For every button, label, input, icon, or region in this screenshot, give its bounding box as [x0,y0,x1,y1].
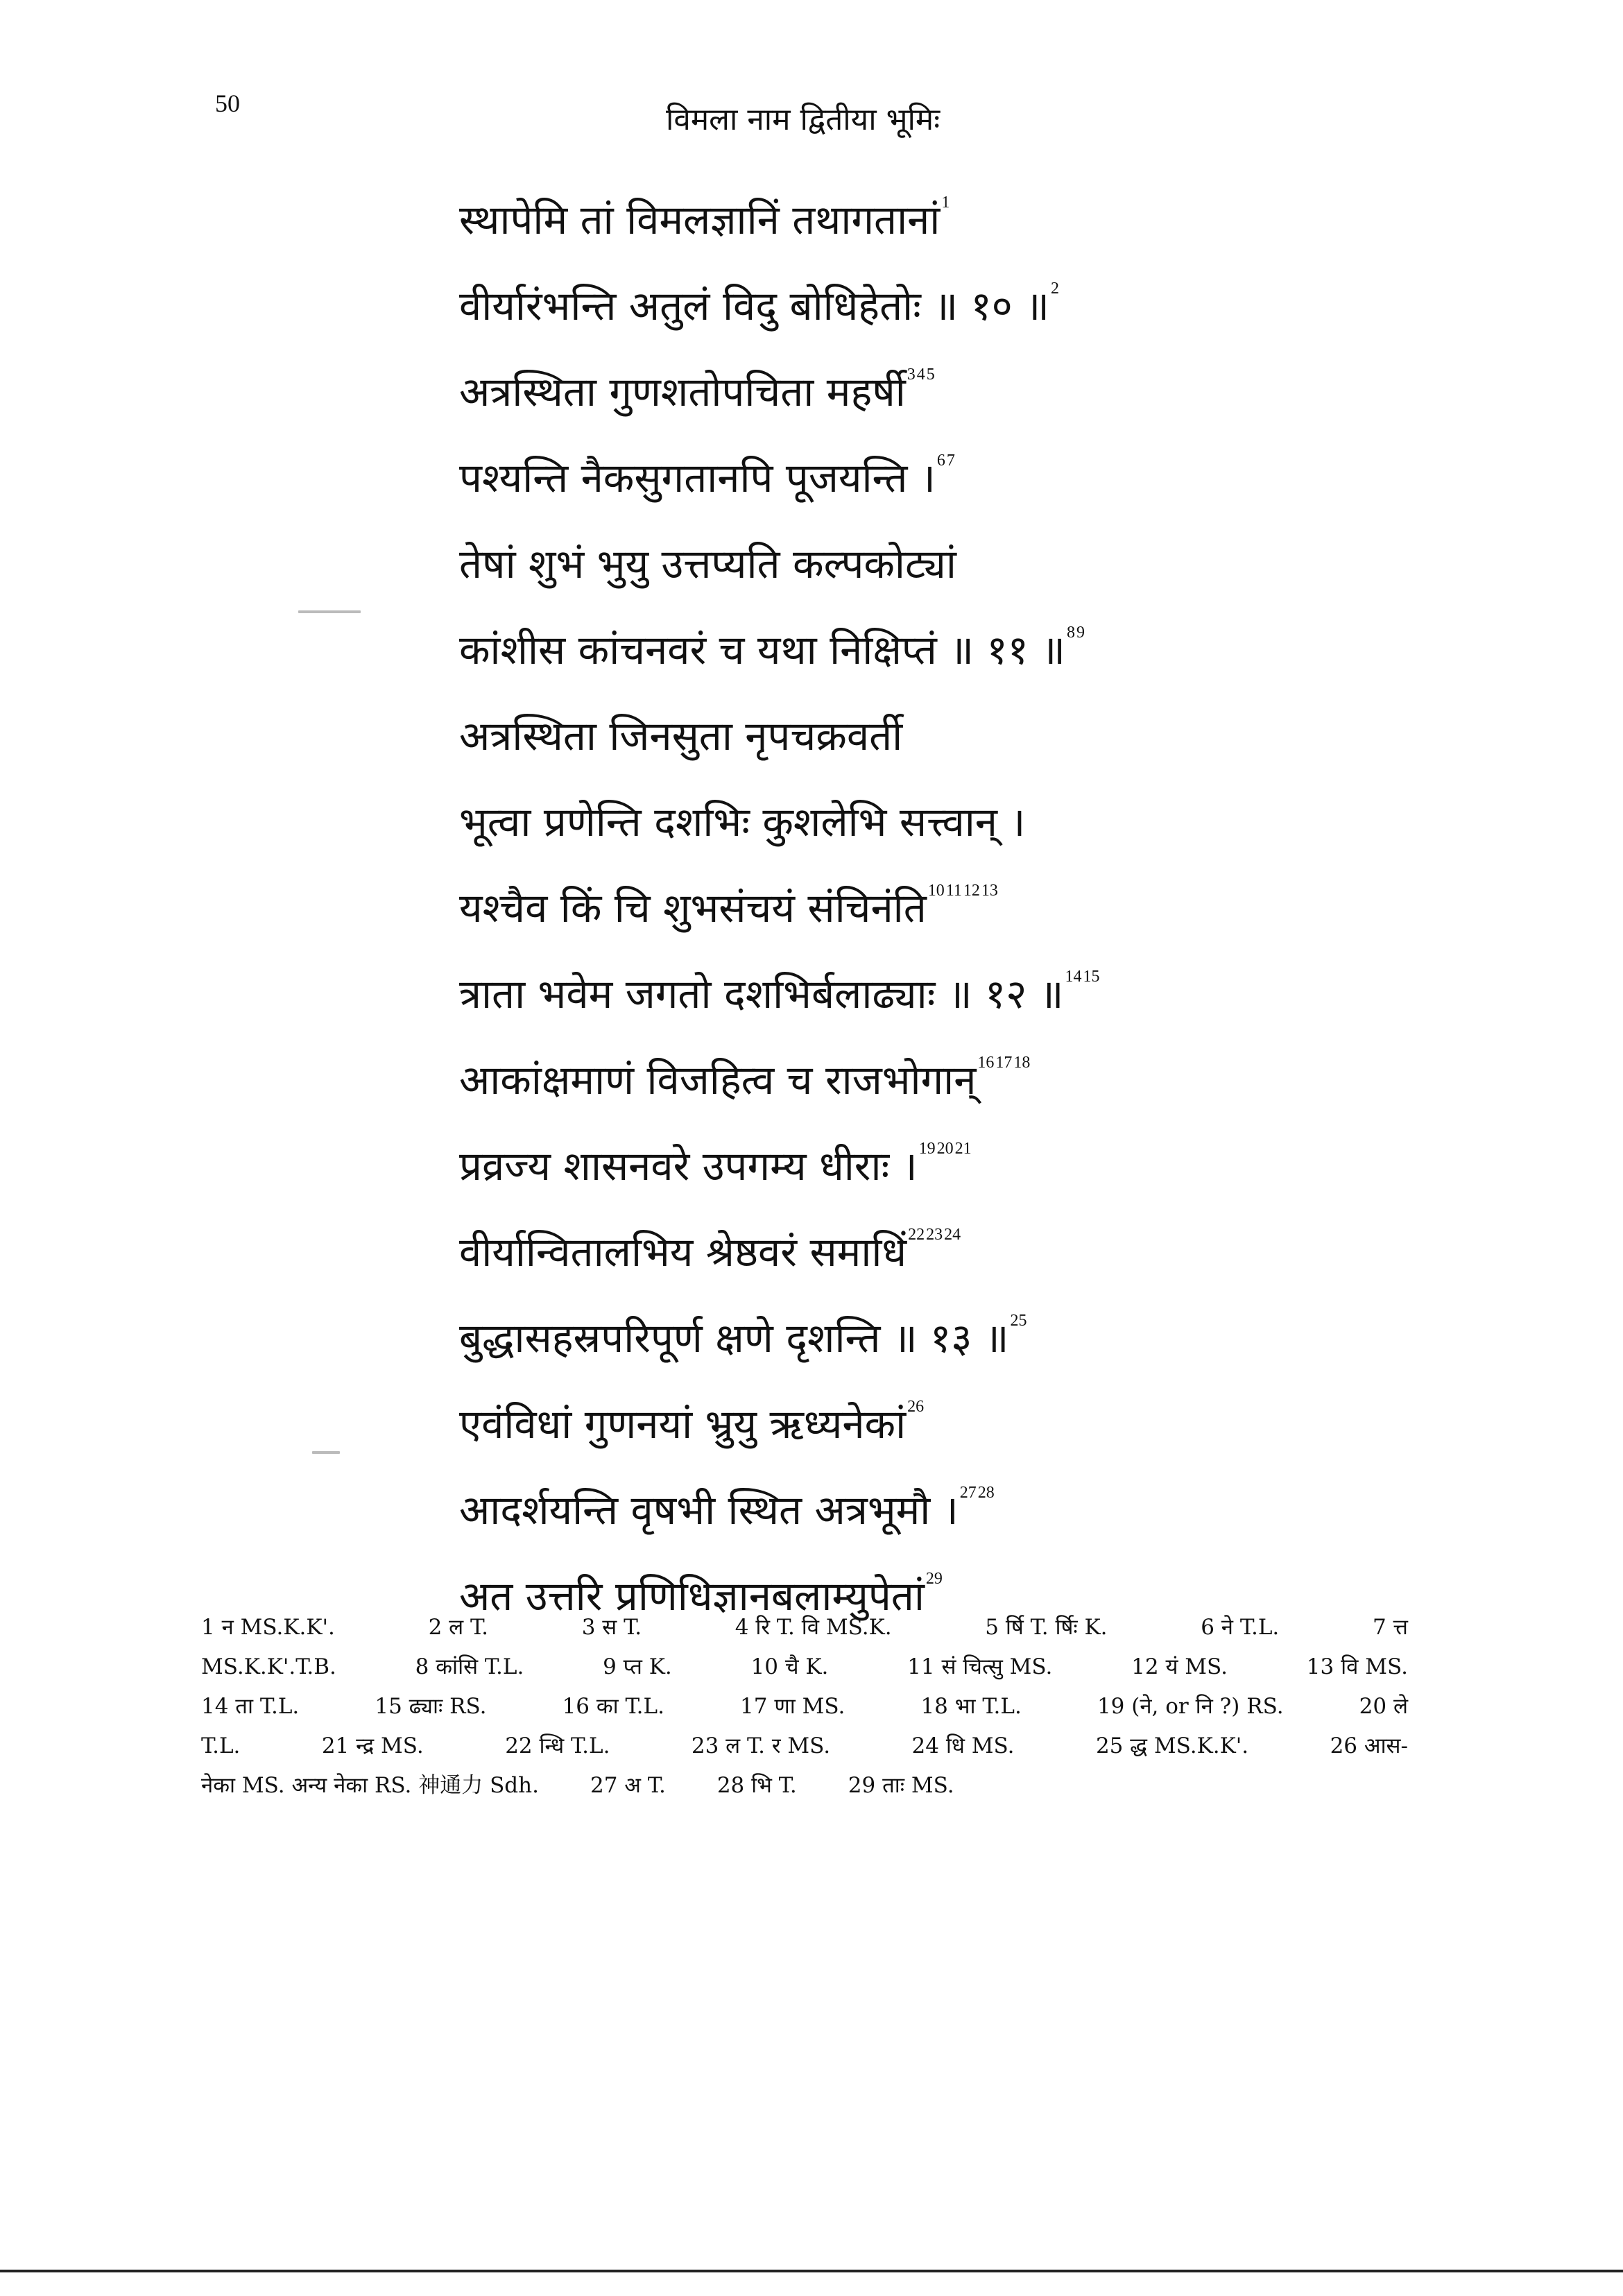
verse-text: आदर्शयन्ति वृषभी स्थित अत्रभूमौ । [459,1487,959,1534]
footnote-entry: MS.K.K'.T.B. [201,1654,336,1679]
verse-line [459,779,1500,865]
verse-line [459,1037,1500,1123]
footnote-entry: 1 न MS.K.K'. [201,1615,335,1640]
footnote-entry: 10 चै K. [750,1654,829,1679]
footnote-mark: 12 [963,882,980,900]
verse-line [459,693,1500,779]
footnote-mark: 3 [907,366,916,384]
footnote-mark: 19 [918,1140,936,1158]
footnote-mark: 15 [1083,968,1100,986]
verse-line [459,1209,1500,1295]
footnote-entry: 15 ढ्याः RS. [375,1694,487,1719]
footnotes [201,1608,1408,1806]
footnote-entry: 23 ल T. र MS. [691,1733,831,1758]
verse-line [459,521,1500,607]
verse-text: त्राता भवेम जगतो दशभिर्बलाढ्याः ॥ १२ ॥ [459,970,1064,1018]
verse-text: स्थापेमि तां विमलज्ञानिं तथागतानां [459,196,941,243]
footnote-entry: 27 अ T. [590,1773,666,1798]
footnote-mark: 23 [926,1226,943,1244]
footnote-line [201,1727,1408,1766]
footnote-entry: 28 भि T. [716,1773,797,1798]
footnote-line [201,1647,1408,1687]
footnote-entry: 12 यं MS. [1131,1654,1228,1679]
speck-mark [298,610,361,613]
footnote-mark: 7 [946,452,955,470]
verse-text: पश्यन्ति नैकसुगतानपि पूजयन्ति । [459,454,936,502]
footnote-entry: 29 ताः MS. [848,1773,954,1798]
footnote-mark: 24 [944,1226,961,1244]
footnote-mark: 6 [936,452,945,470]
footnote-entry: 26 आस- [1330,1733,1408,1758]
verse-line [459,607,1500,693]
footnote-entry: 17 णा MS. [740,1694,845,1719]
footnote-mark: 1 [941,194,950,212]
footnote-line [201,1766,1408,1806]
footnote-entry: 19 (ने, or नि ?) RS. [1097,1694,1284,1719]
footnote-mark: 2 [1051,280,1059,298]
footnote-entry: 21 न्द्र MS. [321,1733,424,1758]
footnote-mark: 9 [1076,624,1085,642]
speck-mark [312,1451,340,1454]
footnote-mark: 18 [1013,1054,1031,1072]
footnote-entry: 14 ता T.L. [201,1694,300,1719]
verse-text: प्रव्रज्य शासनवरे उपगम्य धीराः । [459,1142,918,1190]
footnote-entry: 25 द्ध MS.K.K'. [1095,1733,1249,1758]
footnote-entry: 13 वि MS. [1306,1654,1408,1679]
footnote-mark: 11 [945,882,962,900]
verse-line [459,1467,1500,1553]
verse-line [459,435,1500,521]
footnote-mark: 28 [977,1484,995,1502]
verse-text: कांशीस कांचनवरं च यथा निक्षिप्तं ॥ ११ ॥ [459,626,1065,674]
footnote-mark: 10 [927,882,945,900]
verse-text: भूत्वा प्रणेन्ति दशभिः कुशलेभि सत्त्वान् । [459,798,1026,846]
verse-text: बुद्धासहस्रपरिपूर्ण क्षणे दृशन्ति ॥ १३ ॥ [459,1314,1009,1362]
footnote-entry: T.L. [201,1733,241,1758]
footnote-mark: 13 [981,882,998,900]
footnote-mark: 4 [916,366,925,384]
footnote-entry: 16 का T.L. [562,1694,664,1719]
verse-text: आकांक्षमाणं विजहित्व च राजभोगान् [459,1056,977,1104]
footnote-entry: 9 प्त K. [603,1654,672,1679]
footnote-mark: 21 [954,1140,972,1158]
verse-block [459,177,1500,1639]
verse-line [459,263,1500,349]
footnote-entry: 18 भा T.L. [920,1694,1022,1719]
verse-text: अत्रस्थिता जिनसुता नृपचक्रवर्ती [459,712,903,760]
verse-line [459,349,1500,435]
footnote-entry: 4 रि T. वि MS.K. [735,1615,892,1640]
verse-line [459,865,1500,951]
footnote-mark: 5 [926,366,935,384]
footnote-entry: 22 न्धि T.L. [505,1733,610,1758]
footnote-mark: 17 [995,1054,1013,1072]
verse-line [459,951,1500,1037]
footnote-line [201,1687,1408,1727]
footnote-entry: 8 कांसि T.L. [415,1654,524,1679]
footnote-mark: 16 [977,1054,995,1072]
footnote-entry: 2 ल T. [428,1615,489,1640]
footnote-entry: 7 त्त [1372,1615,1408,1640]
verse-line [459,1295,1500,1381]
verse-text: वीर्यारंभन्ति अतुलं विदु बोधिहेतोः ॥ १० ॥ [459,282,1049,329]
verse-line [459,177,1500,263]
footnote-entry: 11 सं चित्सु MS. [907,1654,1053,1679]
footnote-entry: 6 ने T.L. [1201,1615,1280,1640]
footnote-entry: 24 धि MS. [911,1733,1015,1758]
footnote-mark: 22 [908,1226,925,1244]
footnote-line [201,1608,1408,1647]
verse-line [459,1123,1500,1209]
verse-text: अत्रस्थिता गुणशतोपचिता महर्षी [459,368,906,415]
footnote-mark: 29 [925,1570,943,1588]
verse-text: यश्चैव किं चि शुभसंचयं संचिनंति [459,884,927,932]
running-head: विमला नाम द्वितीया भूमिः [666,102,941,137]
footnote-mark: 20 [936,1140,954,1158]
footnote-mark: 27 [959,1484,977,1502]
footnote-mark: 26 [907,1398,925,1416]
footnote-entry: 20 ले [1359,1694,1408,1719]
verse-text: अत उत्तरि प्रणिधिज्ञानबलाम्युपेतां [459,1573,925,1620]
verse-line [459,1381,1500,1467]
footnote-entry: 5 र्षि T. र्षिः K. [985,1615,1108,1640]
verse-text: एवंविधां गुणनयां भ्रुयु ऋध्यनेकां [459,1400,907,1448]
footnote-mark: 14 [1065,968,1082,986]
footnote-mark: 25 [1010,1312,1027,1330]
verse-text: तेषां शुभं भुयु उत्तप्यति कल्पकोट्यां [459,540,956,588]
page-number: 50 [215,89,240,117]
bottom-rule [0,2270,1623,2272]
footnote-entry: 3 स T. [581,1615,642,1640]
verse-text: वीर्यान्वितालभिय श्रेष्ठवरं समाधिं [459,1228,907,1276]
footnote-entry: नेका MS. अन्य नेका RS. 神通力 Sdh. [201,1773,539,1798]
footnote-mark: 8 [1066,624,1075,642]
